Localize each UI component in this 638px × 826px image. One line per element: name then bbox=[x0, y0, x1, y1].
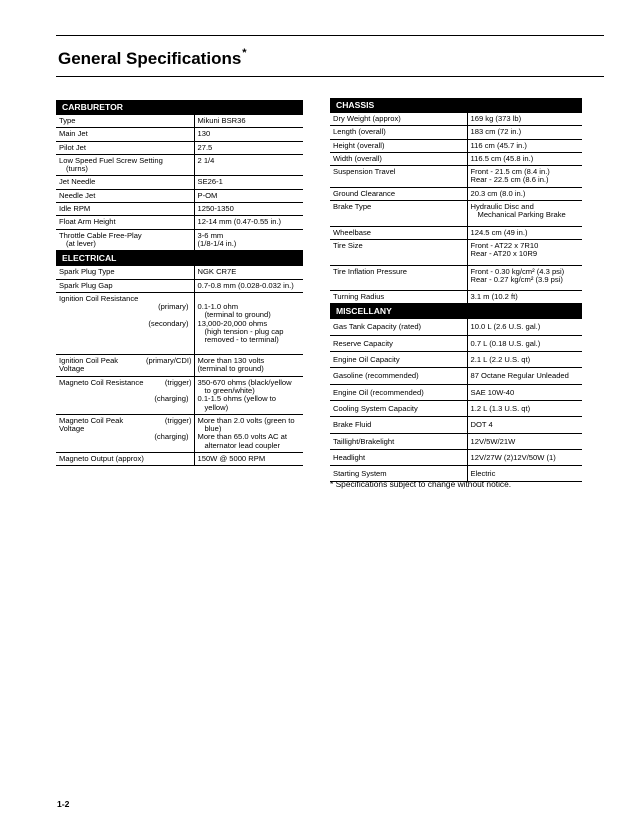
table-row bbox=[330, 139, 582, 152]
row-label: Magneto Coil Resistance (trigger) (charging) bbox=[56, 376, 194, 414]
table-row bbox=[330, 265, 582, 291]
row-label: Gasoline (recommended) bbox=[330, 368, 467, 384]
row-value: Front - 21.5 cm (8.4 in.) Rear - 22.5 cm (8.6 in.) bbox=[467, 166, 582, 188]
row-label: Needle Jet bbox=[56, 189, 194, 202]
carburetor-heading: CARBURETOR bbox=[56, 100, 303, 115]
left-spec-column bbox=[56, 100, 303, 466]
page-title: General Specifications* bbox=[58, 47, 247, 68]
row-label: Engine Oil (recommended) bbox=[330, 384, 467, 400]
table-row bbox=[330, 449, 582, 465]
row-value: 116 cm (45.7 in.) bbox=[467, 139, 582, 152]
row-label: Spark Plug Type bbox=[56, 266, 194, 279]
row-label: Height (overall) bbox=[330, 139, 467, 152]
row-value: 0.7 L (0.18 U.S. gal.) bbox=[467, 335, 582, 351]
table-row bbox=[56, 266, 303, 279]
row-value: 1250-1350 bbox=[194, 203, 303, 216]
table-row bbox=[56, 176, 303, 189]
table-row bbox=[56, 189, 303, 202]
electrical-heading: ELECTRICAL bbox=[56, 251, 303, 266]
table-row bbox=[330, 335, 582, 351]
top-rule bbox=[56, 35, 604, 36]
row-value: 27.5 bbox=[194, 141, 303, 154]
row-value: SAE 10W-40 bbox=[467, 384, 582, 400]
row-value: SE26-1 bbox=[194, 176, 303, 189]
table-row bbox=[56, 141, 303, 154]
electrical-header bbox=[56, 251, 303, 266]
row-value: 124.5 cm (49 in.) bbox=[467, 226, 582, 239]
row-label: Dry Weight (approx) bbox=[330, 113, 467, 126]
row-label: Engine Oil Capacity bbox=[330, 352, 467, 368]
table-row bbox=[330, 166, 582, 188]
row-value: Front - 0.30 kg/cm² (4.3 psi) Rear - 0.27 kg/cm² (3.9 psi) bbox=[467, 265, 582, 291]
table-row bbox=[330, 226, 582, 239]
row-label: Spark Plug Gap bbox=[56, 279, 194, 292]
table-row bbox=[56, 115, 303, 128]
table-row bbox=[56, 203, 303, 216]
page-number: 1-2 bbox=[57, 799, 70, 809]
row-label: Type bbox=[56, 115, 194, 128]
table-row bbox=[330, 113, 582, 126]
row-label: Starting System bbox=[330, 466, 467, 482]
table-row bbox=[330, 433, 582, 449]
row-label: Turning Radius bbox=[330, 291, 467, 304]
row-label: Tire Inflation Pressure bbox=[330, 265, 467, 291]
table-row bbox=[56, 128, 303, 141]
row-value: 20.3 cm (8.0 in.) bbox=[467, 187, 582, 200]
row-value: Front - AT22 x 7R10 Rear - AT20 x 10R9 bbox=[467, 239, 582, 265]
table-row bbox=[330, 291, 582, 304]
row-value: Hydraulic Disc and Mechanical Parking Brake bbox=[467, 201, 582, 227]
row-label: Ignition Coil Resistance (primary) (secondary) bbox=[56, 292, 194, 354]
table-row bbox=[330, 400, 582, 416]
row-label: Pilot Jet bbox=[56, 141, 194, 154]
table-row bbox=[56, 453, 303, 466]
chassis-miscellany-table bbox=[330, 98, 582, 482]
table-row bbox=[330, 319, 582, 335]
row-value: DOT 4 bbox=[467, 417, 582, 433]
row-label: Ground Clearance bbox=[330, 187, 467, 200]
row-label: Float Arm Height bbox=[56, 216, 194, 229]
row-value: 12V/27W (2)12V/50W (1) bbox=[467, 449, 582, 465]
row-value: 169 kg (373 lb) bbox=[467, 113, 582, 126]
row-value: 0.1-1.0 ohm (terminal to ground) 13,000-20,000 ohms (high tension - plug cap removed - to terminal) bbox=[194, 292, 303, 354]
table-row bbox=[330, 201, 582, 227]
table-row bbox=[56, 279, 303, 292]
table-row bbox=[330, 187, 582, 200]
row-value: More than 2.0 volts (green to blue) More than 65.0 volts AC at alternator lead coupler bbox=[194, 414, 303, 452]
row-label: Headlight bbox=[330, 449, 467, 465]
row-label: Low Speed Fuel Screw Setting (turns) bbox=[56, 154, 194, 176]
row-value: 2.1 L (2.2 U.S. qt) bbox=[467, 352, 582, 368]
table-row bbox=[330, 152, 582, 165]
row-value: 10.0 L (2.6 U.S. gal.) bbox=[467, 319, 582, 335]
carburetor-header bbox=[56, 100, 303, 115]
table-row bbox=[56, 292, 303, 354]
row-label: Ignition Coil Peak (primary/CDI) Voltage bbox=[56, 355, 194, 377]
row-value: 183 cm (72 in.) bbox=[467, 126, 582, 139]
table-row bbox=[330, 239, 582, 265]
row-value: Electric bbox=[467, 466, 582, 482]
table-row bbox=[330, 368, 582, 384]
right-spec-column bbox=[330, 98, 582, 482]
row-value: 1.2 L (1.3 U.S. qt) bbox=[467, 400, 582, 416]
row-value: 12-14 mm (0.47-0.55 in.) bbox=[194, 216, 303, 229]
row-value: 130 bbox=[194, 128, 303, 141]
miscellany-heading: MISCELLANY bbox=[330, 304, 582, 319]
row-value: 116.5 cm (45.8 in.) bbox=[467, 152, 582, 165]
row-value: NGK CR7E bbox=[194, 266, 303, 279]
row-value: Mikuni BSR36 bbox=[194, 115, 303, 128]
table-row bbox=[56, 229, 303, 251]
row-label: Magneto Output (approx) bbox=[56, 453, 194, 466]
row-value: More than 130 volts (terminal to ground) bbox=[194, 355, 303, 377]
row-value: 350-670 ohms (black/yellow to green/white) 0.1-1.5 ohms (yellow to yellow) bbox=[194, 376, 303, 414]
row-label: Jet Needle bbox=[56, 176, 194, 189]
table-row bbox=[56, 216, 303, 229]
row-value: 150W @ 5000 RPM bbox=[194, 453, 303, 466]
row-label: Brake Fluid bbox=[330, 417, 467, 433]
row-label: Length (overall) bbox=[330, 126, 467, 139]
table-row bbox=[330, 126, 582, 139]
table-row bbox=[330, 384, 582, 400]
table-row bbox=[56, 355, 303, 377]
row-value: 12V/5W/21W bbox=[467, 433, 582, 449]
row-value: 0.7-0.8 mm (0.028-0.032 in.) bbox=[194, 279, 303, 292]
title-rule bbox=[56, 76, 604, 77]
table-row bbox=[56, 414, 303, 452]
table-row bbox=[56, 376, 303, 414]
row-label: Width (overall) bbox=[330, 152, 467, 165]
table-row bbox=[330, 352, 582, 368]
row-value: 3.1 m (10.2 ft) bbox=[467, 291, 582, 304]
row-value: 2 1/4 bbox=[194, 154, 303, 176]
row-label: Magneto Coil Peak (trigger) Voltage (charging) bbox=[56, 414, 194, 452]
table-row bbox=[330, 417, 582, 433]
table-row bbox=[56, 154, 303, 176]
miscellany-header bbox=[330, 304, 582, 319]
row-label: Idle RPM bbox=[56, 203, 194, 216]
row-label: Tire Size bbox=[330, 239, 467, 265]
chassis-header bbox=[330, 98, 582, 113]
row-label: Reserve Capacity bbox=[330, 335, 467, 351]
row-label: Wheelbase bbox=[330, 226, 467, 239]
footnote: * Specifications subject to change without notice. bbox=[330, 479, 512, 489]
row-label: Main Jet bbox=[56, 128, 194, 141]
row-value: 3-6 mm (1/8-1/4 in.) bbox=[194, 229, 303, 251]
chassis-heading: CHASSIS bbox=[330, 98, 582, 113]
row-label: Throttle Cable Free-Play (at lever) bbox=[56, 229, 194, 251]
row-label: Taillight/Brakelight bbox=[330, 433, 467, 449]
row-label: Gas Tank Capacity (rated) bbox=[330, 319, 467, 335]
row-value: P-OM bbox=[194, 189, 303, 202]
row-label: Cooling System Capacity bbox=[330, 400, 467, 416]
row-label: Brake Type bbox=[330, 201, 467, 227]
carburetor-electrical-table bbox=[56, 100, 303, 466]
row-label: Suspension Travel bbox=[330, 166, 467, 188]
row-value: 87 Octane Regular Unleaded bbox=[467, 368, 582, 384]
title-footnote-mark: * bbox=[242, 47, 247, 59]
